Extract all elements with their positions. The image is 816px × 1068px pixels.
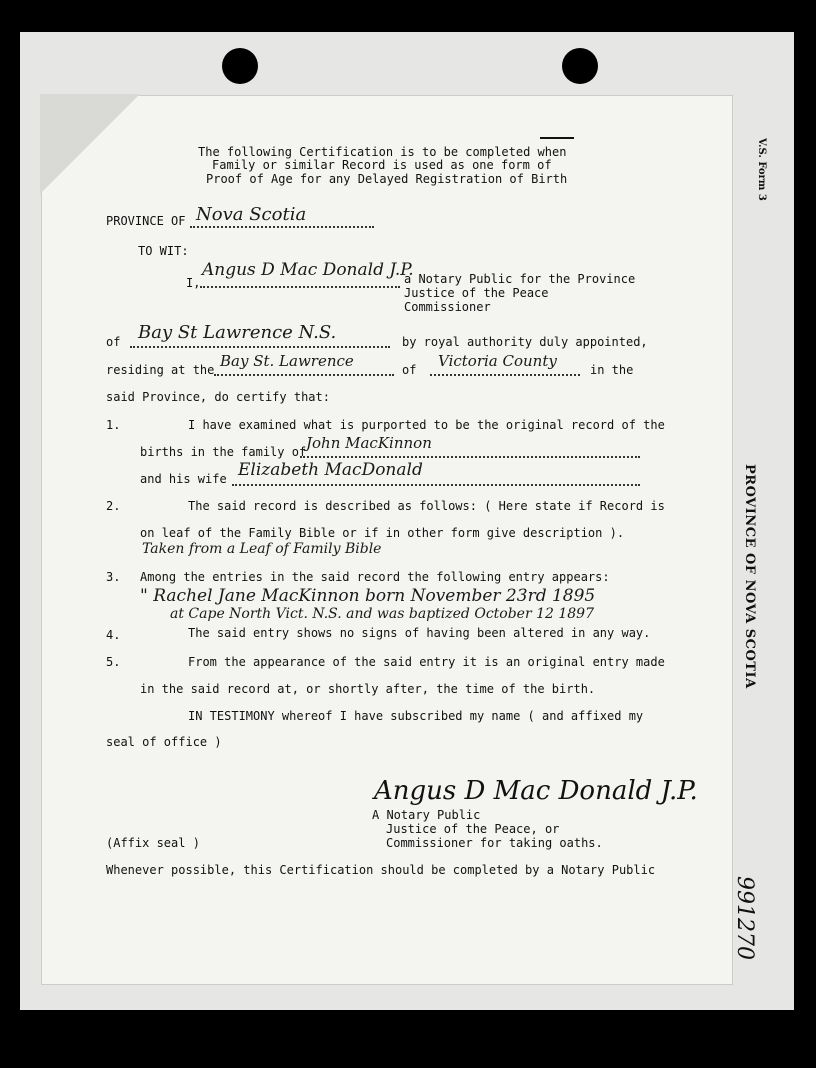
- item-5-line-1: From the appearance of the said entry it is an original entry made: [188, 655, 665, 669]
- file-number: 991270: [732, 876, 757, 960]
- wife-name: Elizabeth MacDonald: [238, 460, 423, 480]
- of-label: of: [106, 335, 121, 349]
- province-label: PROVINCE OF: [106, 214, 186, 228]
- item-5-number: 5.: [106, 655, 121, 669]
- form-code: V.S. Form 3: [756, 138, 767, 201]
- folded-corner: [40, 94, 140, 194]
- item-2-number: 2.: [106, 499, 121, 513]
- in-the-text: in the: [590, 363, 634, 377]
- item-3-number: 3.: [106, 570, 121, 584]
- province-line: [190, 226, 374, 228]
- role-line-2: Justice of the Peace: [404, 286, 549, 300]
- province-side-title: PROVINCE OF NOVA SCOTIA: [742, 464, 757, 689]
- county-value: Victoria County: [438, 352, 557, 370]
- record-description: Taken from a Leaf of Family Bible: [142, 541, 382, 557]
- item-2-line-2: on leaf of the Family Bible or if in other form give description ).: [140, 526, 625, 540]
- certifier-line: [200, 286, 400, 288]
- affix-seal-label: (Affix seal ): [106, 836, 200, 850]
- role-line-1: a Notary Public for the Province: [404, 272, 636, 286]
- item-4-text: The said entry shows no signs of having been altered in any way.: [188, 626, 651, 640]
- family-line: [300, 456, 640, 458]
- header-line-3: Proof of Age for any Delayed Registration of Birth: [206, 172, 568, 186]
- entry-line-1: " Rachel Jane MacKinnon born November 23rd 1895: [140, 586, 596, 606]
- residing-label: residing at the: [106, 363, 215, 377]
- signature: Angus D Mac Donald J.P.: [374, 776, 698, 806]
- entry-line-2: at Cape North Vict. N.S. and was baptized October 12 1897: [170, 606, 594, 622]
- signature-role-2: Justice of the Peace, or: [386, 822, 560, 836]
- wife-line: [232, 484, 640, 486]
- item-4-number: 4.: [106, 628, 121, 642]
- testimony-line-1: IN TESTIMONY whereof I have subscribed my name ( and affixed my: [188, 709, 644, 723]
- wife-label: and his wife: [140, 472, 227, 486]
- certification-form: [42, 96, 732, 984]
- item-3-text: Among the entries in the said record the following entry appears:: [140, 570, 610, 584]
- of2-label: of: [402, 363, 417, 377]
- of-line: [130, 346, 390, 348]
- punch-hole-right: [562, 48, 598, 84]
- signature-role-3: Commissioner for taking oaths.: [386, 836, 603, 850]
- of-value: Bay St Lawrence N.S.: [138, 322, 337, 343]
- province-value: Nova Scotia: [196, 204, 307, 225]
- residing-value: Bay St. Lawrence: [220, 352, 354, 370]
- role-line-3: Commissioner: [404, 300, 491, 314]
- i-label: I,: [186, 276, 201, 290]
- certifier-name: Angus D Mac Donald J.P.: [202, 260, 414, 280]
- punch-hole-left: [222, 48, 258, 84]
- family-name: John MacKinnon: [306, 434, 432, 452]
- item-5-line-2: in the said record at, or shortly after, the time of the birth.: [140, 682, 596, 696]
- item-2-line-1: The said record is described as follows: ( Here state if Record is: [188, 499, 665, 513]
- footer-note: Whenever possible, this Certification should be completed by a Notary Public: [106, 863, 656, 877]
- appointed-text: by royal authority duly appointed,: [402, 335, 648, 349]
- county-line: [430, 374, 580, 376]
- testimony-line-2: seal of office ): [106, 735, 222, 749]
- item-1-number: 1.: [106, 418, 121, 432]
- header-line-1: The following Certification is to be completed when: [198, 145, 567, 159]
- residing-line: [214, 374, 394, 376]
- item-1-line-1: I have examined what is purported to be the original record of the: [188, 418, 665, 432]
- item-1-line-2: births in the family of: [140, 445, 307, 459]
- said-province-text: said Province, do certify that:: [106, 390, 330, 404]
- pen-mark: [540, 137, 574, 139]
- signature-role-1: A Notary Public: [372, 808, 481, 822]
- to-wit-label: TO WIT:: [138, 244, 189, 258]
- header-line-2: Family or similar Record is used as one form of: [212, 158, 552, 172]
